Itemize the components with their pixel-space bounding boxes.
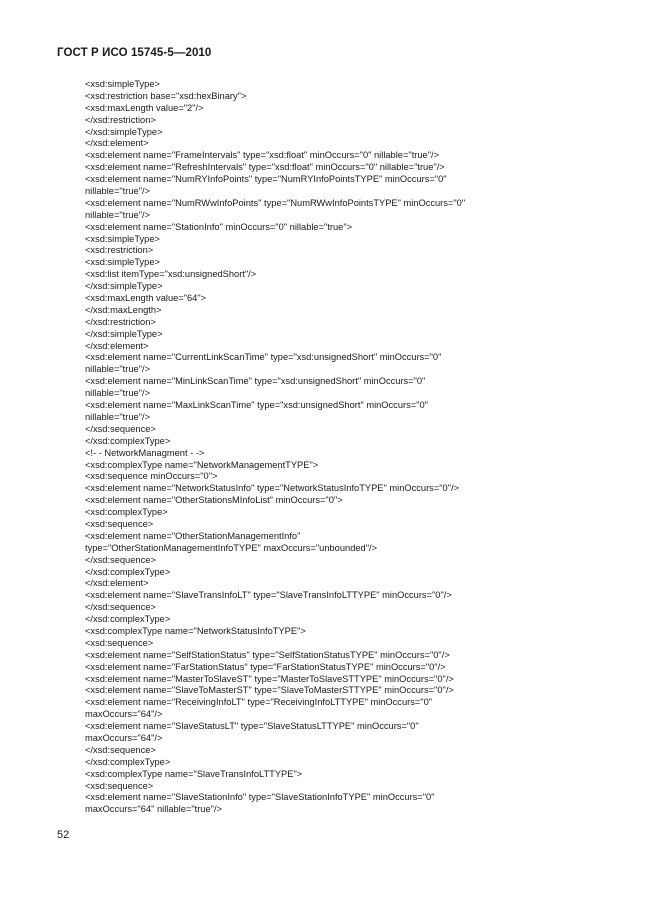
code-line: <!- - NetworkManagment - -> <box>85 447 205 458</box>
running-header: ГОСТ Р ИСО 15745-5—2010 <box>57 47 212 59</box>
code-line: </xsd:sequence> <box>85 554 156 565</box>
code-line: </xsd:element> <box>85 578 149 589</box>
code-line: nillable="true"/> <box>85 364 151 375</box>
code-line: <xsd:maxLength value="64"> <box>85 293 207 304</box>
code-line: </xsd:element> <box>85 138 149 149</box>
code-line: <xsd:element name="SlaveStationInfo" type="SlaveStationInfoTYPE" minOccurs="0" <box>85 792 435 803</box>
code-line: </xsd:simpleType> <box>85 281 163 292</box>
code-line: <xsd:maxLength value="2"/> <box>85 102 204 113</box>
code-line: </xsd:simpleType> <box>85 328 163 339</box>
code-line: </xsd:element> <box>85 340 149 351</box>
code-line: <xsd:element name="ReceivingInfoLT" type="ReceivingInfoLTTYPE" minOccurs="0" <box>85 697 433 708</box>
code-line: <xsd:complexType name="NetworkManagementTYPE"> <box>85 459 319 470</box>
code-line: nillable="true"/> <box>85 411 151 422</box>
code-line: <xsd:element name="NumRYInfoPoints" type="NumRYInfoPointsTYPE" minOccurs="0" <box>85 174 447 185</box>
code-line: <xsd:simpleType> <box>85 79 160 89</box>
code-line: <xsd:sequence> <box>85 518 154 529</box>
code-line: <xsd:sequence> <box>85 637 154 648</box>
code-line: <xsd:sequence> <box>85 780 154 791</box>
code-line: <xsd:complexType name="NetworkStatusInfoTYPE"> <box>85 625 306 636</box>
code-line: maxOccurs="64"/> <box>85 732 163 743</box>
code-line: <xsd:element name="CurrentLinkScanTime" type="xsd:unsignedShort" minOccurs="0" <box>85 352 442 363</box>
code-line: <xsd:complexType> <box>85 507 168 518</box>
code-line: maxOccurs="64" nillable="true"/> <box>85 804 222 815</box>
code-line: <xsd:element name="MinLinkScanTime" type="xsd:unsignedShort" minOccurs="0" <box>85 376 426 387</box>
code-line: maxOccurs="64"/> <box>85 709 163 720</box>
code-line: </xsd:sequence> <box>85 744 156 755</box>
code-line: nillable="true"/> <box>85 209 151 220</box>
code-line: <xsd:complexType name="SlaveTransInfoLTTYPE"> <box>85 768 303 779</box>
code-line: <xsd:list itemType="xsd:unsignedShort"/> <box>85 269 257 280</box>
code-line: <xsd:simpleType> <box>85 233 160 244</box>
code-line: <xsd:element name="RefreshIntervals" type="xsd:float" minOccurs="0" nillable="true"/> <box>85 162 445 173</box>
code-line: type="OtherStationManagementInfoTYPE" maxOccurs="unbounded"/> <box>85 542 378 553</box>
code-line: </xsd:simpleType> <box>85 126 163 137</box>
code-line: </xsd:complexType> <box>85 435 171 446</box>
code-line: <xsd:restriction base="xsd:hexBinary"> <box>85 90 247 101</box>
code-line: <xsd:element name="MaxLinkScanTime" type="xsd:unsignedShort" minOccurs="0" <box>85 400 428 411</box>
code-line: </xsd:sequence> <box>85 423 156 434</box>
code-line: <xsd:sequence minOccurs="0"> <box>85 471 218 482</box>
code-line: <xsd:element name="NumRWwInfoPoints" type="NumRWwInfoPointsTYPE" minOccurs="0" <box>85 197 466 208</box>
code-line: <xsd:restriction> <box>85 245 154 256</box>
code-line: </xsd:restriction> <box>85 114 156 125</box>
code-line: <xsd:element name="SelfStationStatus" type="SelfStationStatusTYPE" minOccurs="0"/> <box>85 649 450 660</box>
code-line: <xsd:element name="FrameIntervals" type="xsd:float" minOccurs="0" nillable="true"/> <box>85 150 440 161</box>
code-line: </xsd:complexType> <box>85 756 171 767</box>
code-line: </xsd:restriction> <box>85 316 156 327</box>
code-line: <xsd:simpleType> <box>85 257 160 268</box>
code-line: <xsd:element name="OtherStationManagementInfo" <box>85 530 301 541</box>
code-line: </xsd:sequence> <box>85 602 156 613</box>
code-line: </xsd:complexType> <box>85 566 171 577</box>
code-line: <xsd:element name="SlaveTransInfoLT" type="SlaveTransInfoLTTYPE" minOccurs="0"/> <box>85 590 452 601</box>
code-line: <xsd:element name="SlaveToMasterST" type="SlaveToMasterSTTYPE" minOccurs="0"/> <box>85 685 454 696</box>
code-line: nillable="true"/> <box>85 388 151 399</box>
code-line: <xsd:element name="FarStationStatus" type="FarStationStatusTYPE" minOccurs="0"/> <box>85 661 446 672</box>
code-line: </xsd:complexType> <box>85 614 171 625</box>
code-line: <xsd:element name="SlaveStatusLT" type="SlaveStatusLTTYPE" minOccurs="0" <box>85 721 419 732</box>
page-number: 52 <box>57 829 70 841</box>
code-line: <xsd:element name="NetworkStatusInfo" type="NetworkStatusInfoTYPE" minOccurs="0"/> <box>85 483 460 494</box>
xsd-code-listing <box>85 79 605 816</box>
code-line: nillable="true"/> <box>85 186 151 197</box>
code-line: <xsd:element name="OtherStationsMInfoList" minOccurs="0"> <box>85 495 343 506</box>
code-line: </xsd:maxLength> <box>85 304 162 315</box>
code-line: <xsd:element name="MasterToSlaveST" type="MasterToSlaveSTTYPE" minOccurs="0"/> <box>85 673 454 684</box>
code-line: <xsd:element name="StationInfo" minOccurs="0" nillable="true"> <box>85 221 353 232</box>
